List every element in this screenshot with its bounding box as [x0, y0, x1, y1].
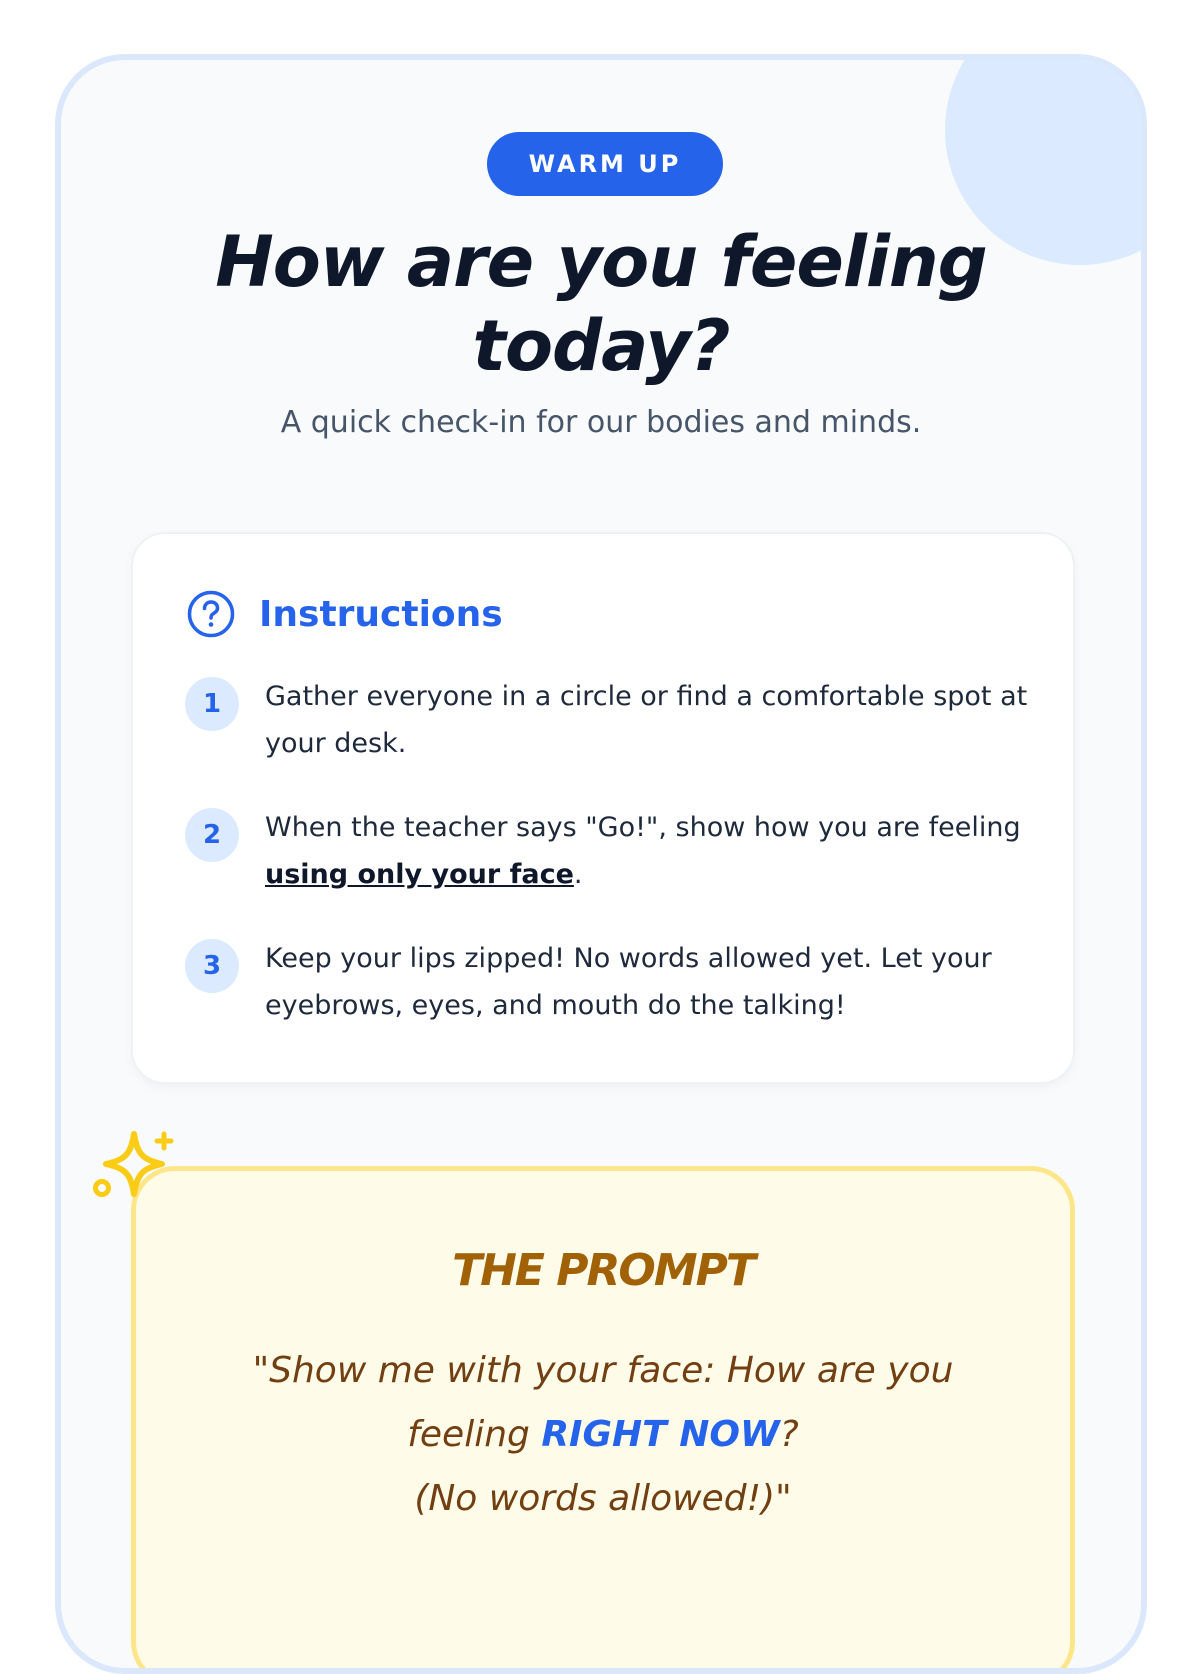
prompt-panel — [131, 1166, 1075, 1674]
warm-up-badge: WARM UP — [487, 132, 723, 196]
instructions-title: Instructions — [259, 593, 503, 635]
step-text-part: . — [573, 859, 583, 890]
prompt-quote-line2: (No words allowed!)" — [414, 1478, 792, 1519]
warm-up-card — [55, 54, 1147, 1674]
prompt-highlight: RIGHT NOW — [541, 1414, 780, 1455]
step-text: Keep your lips zipped! No words allowed yet. Let your eyebrows, eyes, and mouth do the talking! — [265, 943, 992, 1021]
page-title: How are you feeling today? — [215, 221, 987, 387]
instructions-header — [187, 590, 503, 638]
prompt-quote-text: "Show me with your face: How are you feeling — [252, 1350, 954, 1455]
sparkle-icon — [88, 1128, 180, 1218]
instructions-panel — [131, 532, 1075, 1084]
instruction-step-1 — [185, 677, 1035, 767]
prompt-quote — [196, 1339, 1010, 1531]
page-subtitle: A quick check-in for our bodies and minds. — [280, 405, 922, 440]
step-text — [265, 804, 1035, 898]
instruction-step-3 — [185, 939, 1035, 1029]
step-number: 2 — [185, 808, 239, 862]
step-text-part: When the teacher says "Go!", show how you are feeling — [265, 812, 1021, 843]
prompt-quote-text: ? — [779, 1414, 799, 1455]
question-circle-icon — [187, 590, 235, 638]
step-emphasis: using only your face — [265, 859, 574, 890]
step-number: 1 — [185, 677, 239, 731]
step-text: Gather everyone in a circle or find a comfortable spot at your desk. — [265, 681, 1028, 759]
instruction-step-2 — [185, 808, 1035, 898]
step-number: 3 — [185, 939, 239, 993]
prompt-title: THE PROMPT — [452, 1245, 754, 1296]
